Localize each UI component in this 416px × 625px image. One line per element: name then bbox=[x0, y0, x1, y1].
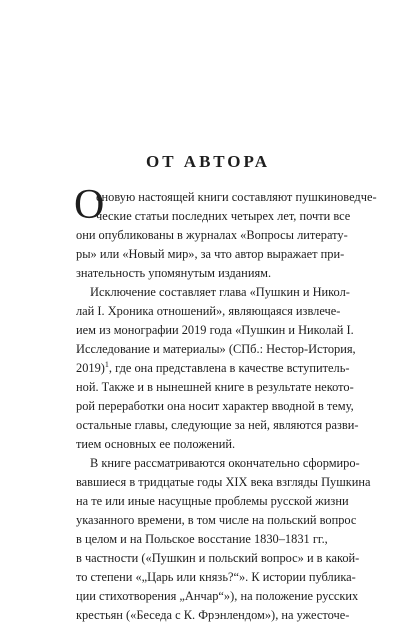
chapter-heading: ОТ АВТОРА bbox=[145, 152, 271, 171]
text-line: Исключение составляет глава «Пушкин и Никол- bbox=[90, 285, 350, 299]
text-line: сновую настоящей книги составляют пушкиноведче- bbox=[96, 190, 377, 204]
text-line: вавшиеся в тридцатые годы XIX века взгляды Пушкина bbox=[76, 475, 371, 489]
text-line: ием из монографии 2019 года «Пушкин и Николай I. bbox=[76, 323, 354, 337]
text-line: ры» или «Новый мир», за что автор выражает при- bbox=[76, 247, 345, 261]
text-line: знательность упомянутым изданиям. bbox=[76, 266, 272, 280]
text-line: В книге рассматриваются окончательно сформиро- bbox=[90, 456, 360, 470]
text-line: лай I. Хроника отношений», являющаяся извлече- bbox=[76, 304, 341, 318]
text-line: рой переработки она носит характер вводной в тему, bbox=[76, 399, 354, 413]
paragraph-1 bbox=[74, 182, 377, 283]
text-line: крестьян («Беседа с К. Фрэнлендом»), на ужесточе- bbox=[76, 608, 350, 622]
text-fragment: 2019) bbox=[76, 361, 105, 375]
body-text bbox=[74, 182, 377, 625]
text-line: то степени «„Царь или князь?“». К истории публика- bbox=[76, 570, 356, 584]
text-line: Исследование и материалы» (СПб.: Нестор-История, bbox=[76, 342, 356, 356]
drop-cap: О bbox=[74, 182, 105, 228]
text-line: 2019)$^1$, где она представлена в качестве вступитель- bbox=[76, 359, 350, 375]
text-line: ной. Также и в нынешней книге в результате некото- bbox=[76, 380, 354, 394]
text-fragment: где она представлена в качестве вступитель- bbox=[115, 361, 350, 375]
text-line: указанного времени, в том числе на польский вопрос bbox=[76, 513, 357, 527]
paragraph-3 bbox=[76, 454, 371, 625]
paragraph-2 bbox=[76, 283, 359, 454]
text-line: в целом и на Польское восстание 1830–1831 гг., bbox=[76, 532, 328, 546]
text-line: тием основных ее положений. bbox=[76, 437, 236, 451]
footnote-mark: 1 bbox=[104, 359, 109, 369]
text-line: ции стихотворения „Анчар“»), на положение русских bbox=[76, 589, 359, 603]
text-line: ческие статьи последних четырех лет, почти все bbox=[96, 209, 351, 223]
text-line: в частности («Пушкин и польский вопрос» и в какой- bbox=[76, 551, 360, 565]
text-line: на те или иные насущные проблемы русской жизни bbox=[76, 494, 349, 508]
text-line: остальные главы, следующие за ней, являются разви- bbox=[76, 418, 359, 432]
text-line: они опубликованы в журналах «Вопросы литерату- bbox=[76, 228, 348, 242]
